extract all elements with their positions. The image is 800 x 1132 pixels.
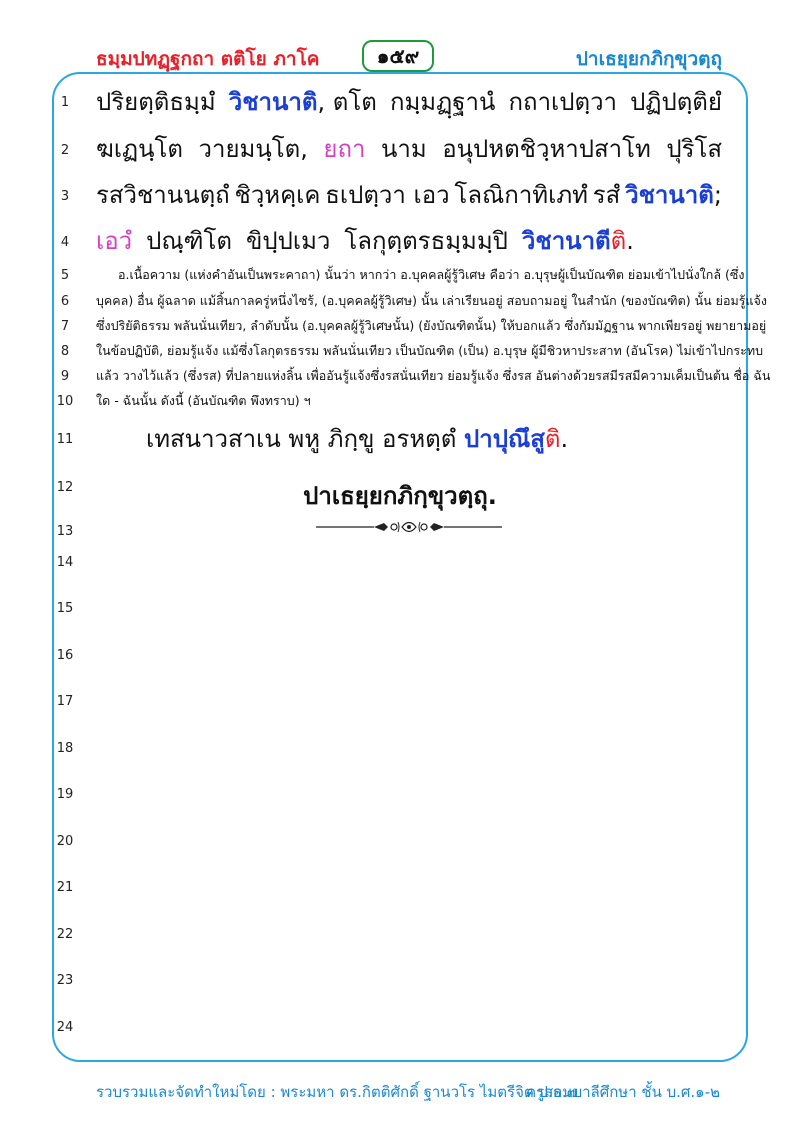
line-number: 11	[56, 432, 74, 447]
line-number: 19	[56, 787, 74, 802]
pali-line-1	[96, 88, 722, 116]
line-number: 8	[60, 344, 70, 359]
closing-line	[146, 425, 568, 453]
line-number: 13	[56, 524, 74, 539]
story-end-title: ปาเธยฺยกภิกฺขุวตฺถุ.	[303, 482, 497, 510]
pali-word: ปณฺฑิโต	[146, 227, 232, 255]
pali-word: กถาเปตฺวา	[508, 88, 618, 116]
line-number: 24	[56, 1020, 74, 1035]
pali-keyword: ปาปุณึสู	[464, 425, 545, 453]
pali-word: , ตโต	[317, 88, 377, 116]
line-number: 16	[56, 648, 74, 663]
pali-word: ขิปฺปเมว	[246, 227, 331, 255]
pali-keyword: ยถา	[323, 135, 366, 163]
pali-word: รสวิชานนตฺถํ	[96, 181, 230, 209]
pali-keyword: วิชานาติ	[228, 88, 318, 116]
line-number: 4	[60, 235, 70, 250]
pali-word: ชิวฺหคฺเค	[234, 181, 321, 209]
page-number: ๑๕๙	[362, 40, 434, 72]
pali-word: กมฺมฏฺฐานํ	[389, 88, 496, 116]
translation-line-10: ใด - ฉันนั้น ดังนี้ (อันบัณฑิต พึงทราบ) ฯ	[96, 393, 311, 408]
line-number: 1	[60, 95, 70, 110]
translation-line-5: อ.เนื้อความ (แห่งคำอันเป็นพระคาถา) นั้นว่า หากว่า อ.บุคคลผู้รู้วิเศษ คือว่า อ.บุรุษผู้เป็นบัณฑิต ย่อมเข้าไปนั่งใกล้ (ซึ่ง	[118, 267, 745, 282]
pali-keyword: วิชานาตี	[521, 227, 611, 255]
pali-line-2	[96, 135, 722, 163]
translation-line-9: แล้ว วางไว้แล้ว (ซึ่งรส) ที่ปลายแห่งลิ้น เพื่ออันรู้แจ้งซึ่งรสนั่นเทียว ย่อมรู้แจ้ง ซึ่งรส อันต่างด้วยรสมีรสมีความเค็มเป็นต้น ชื่อ ฉัน	[96, 368, 771, 383]
pali-word: ธเปตฺวา เอว	[325, 181, 450, 209]
pali-word: อนุปหตชิวฺหาปสาโท	[442, 135, 651, 163]
ornament-divider	[314, 516, 504, 538]
line-number: 3	[60, 189, 70, 204]
pali-word: ปุริโส	[666, 135, 722, 163]
pali-word: โลกุตฺตรธมฺมมฺปิ	[344, 227, 508, 255]
quote-marker: ติ	[544, 425, 561, 453]
line-number: 2	[60, 143, 70, 158]
line-number: 14	[56, 555, 74, 570]
line-number: 10	[56, 394, 74, 409]
footer-compiler: รวบรวมและจัดทำใหม่โดย : พระมหา ดร.กิตติศักดิ์ ฐานวโร ไมตรีจิต ป.ธ.๗	[96, 1083, 578, 1101]
line-number: 15	[56, 601, 74, 616]
pali-keyword: เอวํ	[96, 227, 133, 255]
line-number: 18	[56, 741, 74, 756]
line-number: 17	[56, 694, 74, 709]
line-number: 12	[56, 480, 74, 495]
line-number: 22	[56, 927, 74, 942]
pali-line-3	[96, 181, 722, 209]
line-number: 7	[60, 319, 70, 334]
page-frame	[52, 72, 771, 1062]
pali-word: ปริยตฺติธมฺมํ	[96, 88, 216, 116]
punctuation: ;	[713, 181, 722, 209]
line-number: 20	[56, 834, 74, 849]
book-title: ธมฺมปทฏฺฐกถา ตติโย ภาโค	[96, 48, 320, 70]
line-number: 9	[60, 369, 70, 384]
line-number: 6	[60, 294, 70, 309]
punctuation: .	[560, 425, 569, 453]
line-number: 23	[56, 973, 74, 988]
translation-line-6: บุคคล) อื่น ผู้ฉลาด แม้สิ้นกาลครู่หนึ่งไซร้, (อ.บุคคลผู้รู้วิเศษ) นั้น เล่าเรียนอยู่ สอบถามอยู่ ในสำนัก (ของบัณฑิต) นั้น ย่อมรู้แจ้ง	[96, 293, 767, 308]
pali-word: วายมนฺโต,	[198, 135, 308, 163]
translation-line-7: ซึ่งปริยัติธรรม พลันนั่นเทียว, ลำดับนั้น (อ.บุคคลผู้รู้วิเศษนั้น) (ยังบัณฑิตนั้น) ให้บอกแล้ว ซึ่งกัมมัฏฐาน พากเพียรอยู่ พยายามอยู่	[96, 318, 767, 333]
pali-word: นาม	[381, 135, 427, 163]
footer-role: ครูสอนบาลีศึกษา ชั้น บ.ศ.๑-๒	[526, 1083, 720, 1101]
pali-word: รสํ	[592, 181, 621, 209]
quote-marker: ติ	[610, 227, 627, 255]
pali-line-4	[96, 227, 722, 255]
pali-word: ฆเฏนฺโต	[96, 135, 184, 163]
pali-keyword: วิชานาติ	[625, 181, 714, 209]
pali-word: ปฏิปตฺติยํ	[630, 88, 722, 116]
chapter-title: ปาเธยฺยกภิกฺขุวตฺถุ	[575, 48, 722, 70]
translation-line-8: ในข้อปฏิบัติ, ย่อมรู้แจ้ง แม้ซึ่งโลกุตรธรรม พลันนั่นเทียว เป็นบัณฑิต (เป็น) อ.บุรุษ ผู้มีชิวหาประสาท (อันโรค) ไม่เข้าไปกระทบ	[96, 343, 764, 358]
punctuation: .	[626, 227, 634, 255]
line-number: 5	[60, 268, 70, 283]
line-number: 21	[56, 880, 74, 895]
closing-text: เทสนาวสาเน พหู ภิกฺขู อรหตฺตํ	[146, 425, 457, 453]
pali-word: โลณิกาทิเภทํ	[454, 181, 588, 209]
